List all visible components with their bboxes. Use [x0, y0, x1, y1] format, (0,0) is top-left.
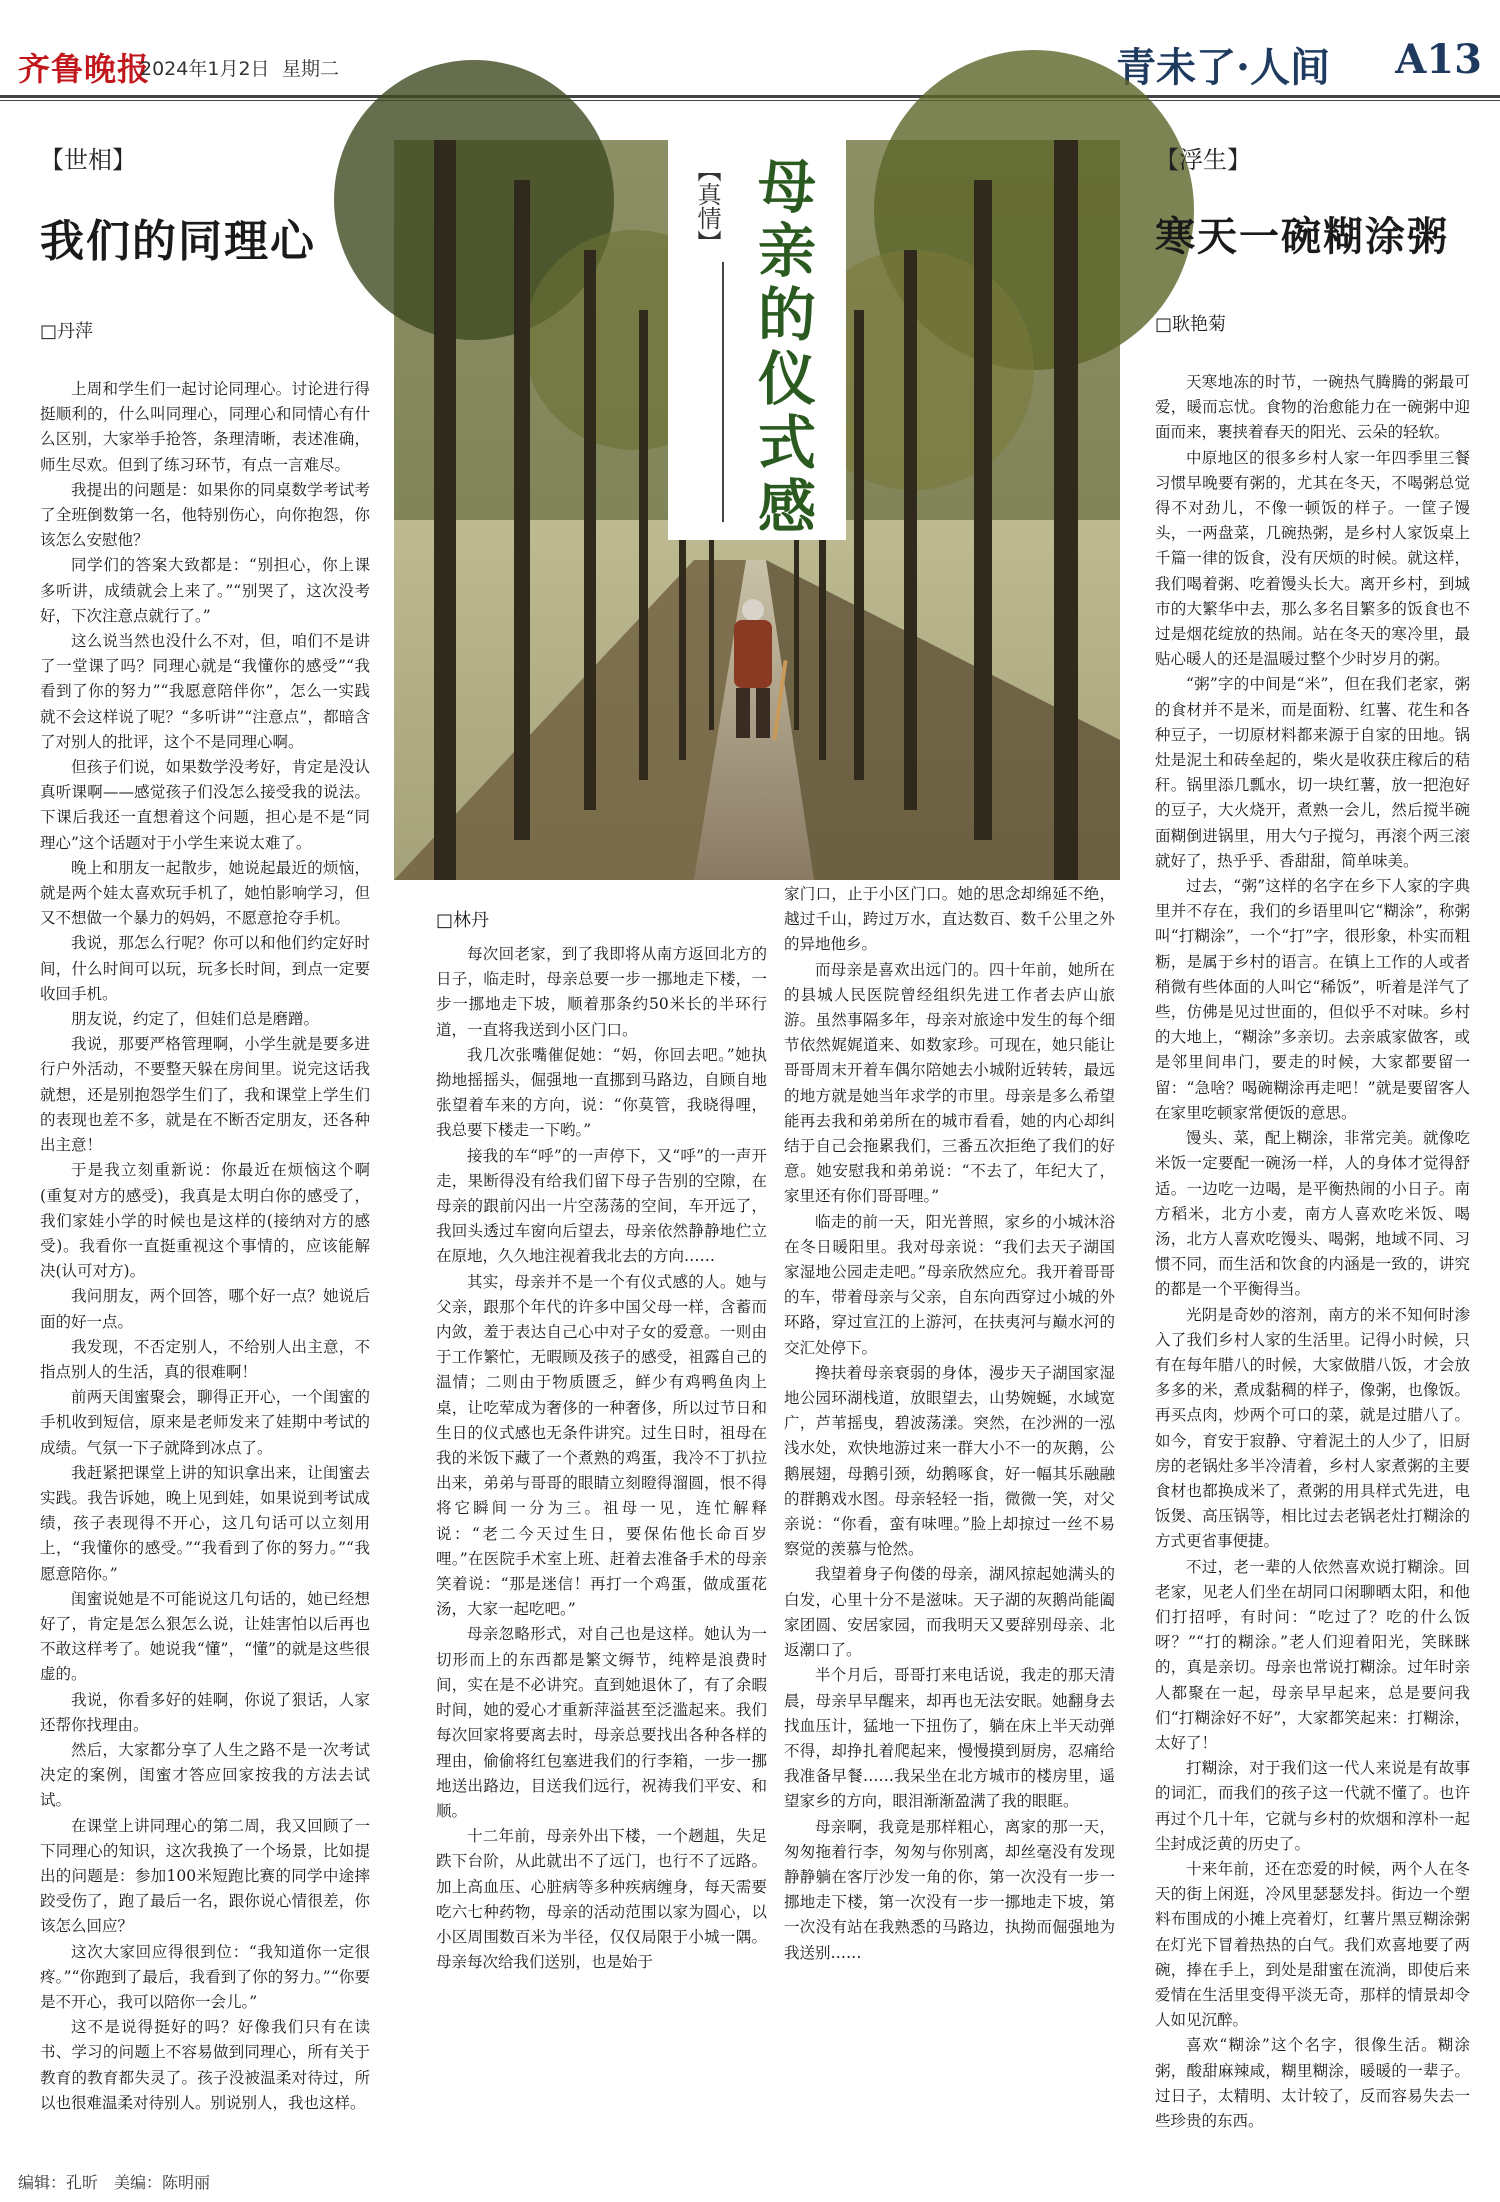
middle-byline: □林丹 [436, 910, 490, 931]
paragraph: 家门口，止于小区门口。她的思念却绵延不绝，越过千山，跨过万水，直达数百、数千公里之外的异地他乡。 [784, 885, 1115, 954]
issue-weekday: 星期二 [282, 58, 340, 80]
paragraph: 我说，你看多好的娃啊，你说了狠话，人家还帮你找理由。 [40, 1690, 370, 1734]
paragraph: 中原地区的很多乡村人家一年四季里三餐习惯早晚要有粥的，尤其在冬天，不喝粥总觉得不对劲儿，不像一顿饭的样子。一筐子馒头，一两盘菜，几碗热粥，是乡村人家饭桌上千篇一律的饭食，没有厌烦的时候。就这样，我们喝着粥、吃着馒头长大。离开乡村，到城市的大繁华中去，那么多名目繁多的饭食也不过是烟花绽放的热闹。站在冬天的寒冷里，最贴心暖人的还是温暖过整个少时岁月的粥。 [1155, 448, 1470, 669]
paragraph: 我几次张嘴催促她：“妈，你回去吧。”她执拗地摇摇头，倔强地一直挪到马路边，自顾自地张望着车来的方向，说：“你莫管，我晓得哩，我总要下楼走一下哟。” [436, 1045, 767, 1140]
issue-date: 2024年1月2日 [140, 58, 270, 80]
paragraph: 我说，那怎么行呢？你可以和他们约定好时间，什么时间可以玩，玩多长时间，到点一定要收回手机。 [40, 934, 370, 1003]
paragraph: 这次大家回应得很到位：“我知道你一定很疼。”“你跑到了最后，我看到了你的努力。”“你要是不开心，我可以陪你一会儿。” [40, 1942, 370, 2011]
left-kicker: 【世相】 [40, 146, 136, 174]
paragraph: 我发现，不否定别人，不给别人出主意，不指点别人的生活，真的很难啊！ [40, 1337, 370, 1381]
paragraph: 搀扶着母亲衰弱的身体，漫步天子湖国家湿地公园环湖栈道，放眼望去，山势婉蜒，水域宽广，芦苇摇曳，碧波荡漾。突然，在沙洲的一泓浅水处，欢快地游过来一群大小不一的灰鹅，公鹅展翅，母鹅引颈，幼鹅啄食，好一幅其乐融融的群鹅戏水图。母亲轻轻一指，微微一笑，对父亲说：“你看，蛮有味哩。”脸上却掠过一丝不易察觉的羡慕与怆然。 [784, 1363, 1115, 1559]
middle-column-2 [784, 882, 1115, 2052]
paragraph: 不过，老一辈的人依然喜欢说打糊涂。回老家，见老人们坐在胡同口闲聊晒太阳，和他们打招呼，有时问：“吃过了？吃的什么饭呀？”“打的糊涂。”老人们迎着阳光，笑眯眯的，真是亲切。母亲也常说打糊涂。过年时亲人都聚在一起，母亲早早起来，总是要问我们“打糊涂好不好”，大家都笑起来：打糊涂，太好了！ [1155, 1557, 1470, 1752]
paragraph: 打糊涂，对于我们这一代人来说是有故事的词汇，而我们的孩子这一代就不懂了。也许再过个几十年，它就与乡村的炊烟和淳朴一起尘封成泛黄的历史了。 [1155, 1759, 1470, 1853]
paragraph: 我提出的问题是：如果你的同桌数学考试考了全班倒数第一名，他特别伤心，向你抱怨，你该怎么安慰他？ [40, 480, 370, 550]
paragraph: 我说，那要严格管理啊，小学生就是要多进行户外活动，不要整天躲在房间里。说完这话我就想，还是别抱怨学生们了，我和课堂上学生们的表现也差不多，就是在不断否定朋友，还各种出主意！ [40, 1035, 370, 1155]
paragraph: 晚上和朋友一起散步，她说起最近的烦恼，就是两个娃太喜欢玩手机了，她怕影响学习，但又不想做一个暴力的妈妈，不愿意抢夺手机。 [40, 858, 370, 928]
paragraph: 每次回老家，到了我即将从南方返回北方的日子，临走时，母亲总要一步一挪地走下楼，一步一挪地走下坡，顺着那条约50米长的半环行道，一直将我送到小区门口。 [436, 945, 767, 1039]
footer-credits: 编辑：孔昕 美编：陈明丽 [18, 2173, 211, 2192]
paragraph: 半个月后，哥哥打来电话说，我走的那天清晨，母亲早早醒来，却再也无法安眠。她翻身去找血压计，猛地一下扭伤了，躺在床上半天动弹不得，却挣扎着爬起来，慢慢摸到厨房，忍痛给我准备早餐……我呆坐在北方城市的楼房里，遥望家乡的方向，眼泪渐渐盈满了我的眼眶。 [784, 1666, 1115, 1811]
paragraph: 十二年前，母亲外出下楼，一个趔趄，失足跌下台阶，从此就出不了远门，也行不了远路。加上高血压、心脏病等多种疾病缠身，每天需要吃六七种药物，母亲的活动范围以家为圆心，以小区周围数百米为半径，仅仅局限于小城一隅。母亲每次给我们送别，也是始于 [436, 1827, 767, 1972]
right-byline: □耿艳菊 [1155, 314, 1227, 335]
paragraph: 同学们的答案大致都是：“别担心，你上课多听讲，成绩就会上来了。”“别哭了，这次没考好，下次注意点就行了。” [40, 556, 370, 625]
paragraph: 这不是说得挺好的吗？好像我们只有在读书、学习的问题上不容易做到同理心，所有关于教育的教育都失灵了。孩子没被温柔对待过，所以也很难温柔对待别人。别说别人，我也这样。 [40, 2018, 370, 2112]
paragraph: 但孩子们说，如果数学没考好，肯定是没认真听课啊——感觉孩子们没怎么接受我的说法。下课后我还一直想着这个问题，担心是不是“同理心”这个话题对于小学生来说太难了。 [40, 758, 370, 852]
header-rule-thin [0, 100, 1500, 101]
middle-title-rule [722, 262, 724, 522]
right-article [1155, 140, 1470, 2131]
paragraph: 光阴是奇妙的溶剂，南方的米不知何时渗入了我们乡村人家的生活里。记得小时候，只有在每年腊八的时候，大家做腊八饭，才会放多多的米，煮成黏稠的样子，像粥，也像饭。再买点肉，炒两个可口的菜，就是过腊八了。如今，育安于寂静、守着泥土的人少了，旧厨房的老锅灶多半冷清着，乡村人家煮粥的主要食材也都换成米了，煮粥的用具样式先进，电饭煲、高压锅等，相比过去老锅老灶打糊涂的方式更省事便捷。 [1155, 1305, 1470, 1551]
middle-column-1 [436, 942, 767, 2052]
middle-kicker: 【真情】 [693, 158, 721, 254]
left-body [40, 377, 370, 2116]
paragraph: 母亲啊，我竟是那样粗心，离家的那一天，匆匆拖着行李，匆匆与你别离，却丝毫没有发现静静躺在客厅沙发一角的你，第一次没有一步一挪地走下楼，第一次没有一步一挪地走下坡，第一次没有站在我熟悉的马路边，执拗而倔强地为我送别…… [784, 1817, 1115, 1962]
paragraph: 前两天闺蜜聚会，聊得正开心，一个闺蜜的手机收到短信，原来是老师发来了娃期中考试的成绩。气氛一下子就降到冰点了。 [40, 1388, 370, 1457]
left-article [40, 140, 370, 2112]
paragraph: 十来年前，还在恋爱的时候，两个人在冬天的街上闲逛，冷风里瑟瑟发抖。街边一个塑料布围成的小摊上亮着灯，红薯片黑豆糊涂粥在灯光下冒着热热的白气。我们欢喜地要了两碗，捧在手上，到处是甜蜜在流淌，即使后来爱情在生活里变得平淡无奇，那样的情景却令人如见沉醉。 [1155, 1859, 1470, 2030]
paragraph: 这么说当然也没什么不对，但，咱们不是讲了一堂课了吗？同理心就是“我懂你的感受”“我看到了你的努力”“我愿意陪伴你”，怎么一实践就不会这样说了呢？“多听讲”“注意点”，都暗含了对别人的批评，这个不是同理心啊。 [40, 632, 370, 751]
paragraph: 临走的前一天，阳光普照，家乡的小城沐浴在冬日暖阳里。我对母亲说：“我们去天子湖国家湿地公园走走吧。”母亲欣然应允。我开着哥哥的车，带着母亲与父亲，自东向西穿过小城的外环路，穿过宣江的上游河，在扶夷河与巅水河的交汇处停下。 [784, 1212, 1115, 1357]
paragraph: 我望着身子佝偻的母亲，湖风掠起她满头的白发，心里十分不是滋味。天子湖的灰鹅尚能阖家团圆、安居家园，而我明天又要辞别母亲、北返潮口了。 [784, 1565, 1115, 1660]
paragraph: 然后，大家都分享了人生之路不是一次考试决定的案例，闺蜜才答应回家按我的方法去试试。 [40, 1740, 370, 1810]
page-number: A13 [1395, 36, 1482, 83]
paragraph: 天寒地冻的时节，一碗热气腾腾的粥最可爱，暖而忘忧。食物的治愈能力在一碗粥中迎面而来，裹挟着春天的阳光、云朵的轻软。 [1155, 373, 1470, 442]
right-kicker: 【浮生】 [1155, 146, 1251, 174]
paragraph: 其实，母亲并不是一个有仪式感的人。她与父亲，跟那个年代的许多中国父母一样，含蓄而内敛，羞于表达自己心中对子女的爱意。一则由于工作繁忙，无暇顾及孩子的感受，祖露自己的温情；二则由于物质匮乏，鲜少有鸡鸭鱼肉上桌，让吃荤成为奢侈的一种奢侈，所以过节日和生日的仪式感也无条件讲究。过生日时，祖母在我的米饭下藏了一个煮熟的鸡蛋，我冷不丁扒拉出来，弟弟与哥哥的眼睛立刻瞪得溜圆，恨不得将它瞬间一分为三。祖母一见，连忙解释说：“老二今天过生日，要保佑他长命百岁哩。”在医院手术室上班、赶着去准备手术的母亲笑着说：“那是迷信！再打一个鸡蛋，做成蛋花汤，大家一起吃吧。” [436, 1272, 767, 1619]
paragraph: 过去，“粥”这样的名字在乡下人家的字典里并不存在，我们的乡语里叫它“糊涂”，称粥叫“打糊涂”，一个“打”字，很形象，朴实而粗粝，是属于乡村的语言。在镇上工作的人或者稍微有些体面的人叫它“稀饭”，听着是洋气了些，仿佛是见过世面的，但似乎不对味。乡村的大地上，“糊涂”多亲切。去亲戚家做客，或是邻里间串门，要走的时候，大家都要留一留：“急啥？喝碗糊涂再走吧！”就是要留客人在家里吃顿家常便饭的意思。 [1155, 877, 1470, 1122]
paragraph: 于是我立刻重新说：你最近在烦恼这个啊(重复对方的感受)，我真是太明白你的感受了，我们家娃小学的时候也是这样的(接纳对方的感受)。我看你一直挺重视这个事情的，应该能解决(认可对方)。 [40, 1161, 370, 1281]
paragraph: 我赶紧把课堂上讲的知识拿出来，让闺蜜去实践。我告诉她，晚上见到娃，如果说到考试成绩，孩子表现得不开心，这几句话可以立刻用上，“我懂你的感受。”“我看到了你的努力。”“我愿意陪你。” [40, 1463, 370, 1583]
right-title: 寒天一碗糊涂粥 [1155, 213, 1449, 260]
paragraph: 接我的车“呼”的一声停下，又“呼”的一声开走，果断得没有给我们留下母子告别的空隙，在母亲的跟前闪出一片空荡荡的空间，车开远了，我回头透过车窗向后望去，母亲依然静静地伫立在原地，久久地注视着我北去的方向…… [436, 1146, 767, 1266]
header-rule [0, 95, 1500, 98]
paragraph: 喜欢“糊涂”这个名字，很像生活。糊涂粥，酸甜麻辣咸，糊里糊涂，暖暖的一辈子。过日子，太精明、太计较了，反而容易失去一些珍贵的东西。 [1155, 2036, 1470, 2131]
newspaper-logo: 齐鲁晚报 [18, 50, 151, 88]
paragraph: 朋友说，约定了，但娃们总是磨蹭。 [71, 1010, 320, 1029]
paragraph: 馒头、菜，配上糊涂，非常完美。就像吃米饭一定要配一碗汤一样，人的身体才觉得舒适。一边吃一边喝，是平衡热闹的小日子。南方稻米，北方小麦，南方人喜欢吃米饭、喝汤，北方人喜欢吃馒头、喝粥，地域不同、习惯不同，而生活和饮食的内涵是一致的，讲究的都是一个平衡得当。 [1155, 1129, 1470, 1299]
paragraph: 在课堂上讲同理心的第二周，我又回顾了一下同理心的知识，这次我换了一个场景，比如提出的问题是：参加100米短跑比赛的同学中途摔跤受伤了，跑了最后一名，跟你说心情很差，你该怎么回应？ [40, 1816, 370, 1936]
left-byline: □丹萍 [40, 321, 94, 342]
paragraph: “粥”字的中间是“米”，但在我们老家，粥的食材并不是米，而是面粉、红薯、花生和各种豆子，一切原材料都来源于自家的田地。锅灶是泥土和砖垒起的，柴火是收获庄稼后的秸秆。锅里添几瓢水，切一块红薯，放一把泡好的豆子，大火烧开，煮熟一会儿，然后搅半碗面糊倒进锅里，用大勺子搅匀，再滚个两三滚就好了，热乎乎、香甜甜，简单味美。 [1155, 675, 1470, 870]
paragraph: 我问朋友，两个回答，哪个好一点？她说后面的好一点。 [40, 1287, 370, 1331]
middle-title: 母亲的仪式感 [748, 156, 816, 540]
masthead [0, 0, 1500, 100]
paragraph: 而母亲是喜欢出远门的。四十年前，她所在的县城人民医院曾经组织先进工作者去庐山旅游。虽然事隔多年，母亲对旅途中发生的每个细节依然娓娓道来、如数家珍。可现在，她只能让哥哥周末开着车偶尔陪她去小城附近转转，最远的地方就是她当年求学的市里。母亲是多么希望能再去我和弟弟所在的城市看看，她的内心却纠结于自己会拖累我们，三番五次拒绝了我们的好意。她安慰我和弟弟说：“不去了，年纪大了，家里还有你们哥哥哩。” [784, 960, 1115, 1206]
paragraph: 闺蜜说她是不可能说这几句话的，她已经想好了，肯定是怎么狠怎么说，让娃害怕以后再也不敢这样考了。她说我“懂”，“懂”的就是这些很虚的。 [40, 1589, 370, 1684]
section-name: 青未了·人间 [1116, 44, 1330, 91]
left-title: 我们的同理心 [40, 216, 316, 267]
right-body [1155, 370, 1470, 2134]
middle-article [400, 882, 1120, 2060]
paragraph: 母亲忽略形式，对自己也是这样。她认为一切形而上的东西都是繁文缛节，纯粹是浪费时间，实在是不必讲究。直到她退休了，有了余暇时间，她的爱心才重新萍溢甚至泛滥起来。我们每次回家将要离去时，母亲总要找出各种各样的理由，偷偷将红包塞进我们的行李箱，一步一挪地送出路边，目送我们远行，祝祷我们平安、和顺。 [436, 1625, 767, 1820]
paragraph: 上周和学生们一起讨论同理心。讨论进行得挺顺利的，什么叫同理心，同理心和同情心有什么区别，大家举手抢答，条理清晰，表述准确，师生尽欢。但到了练习环节，有点一言难尽。 [40, 380, 370, 474]
